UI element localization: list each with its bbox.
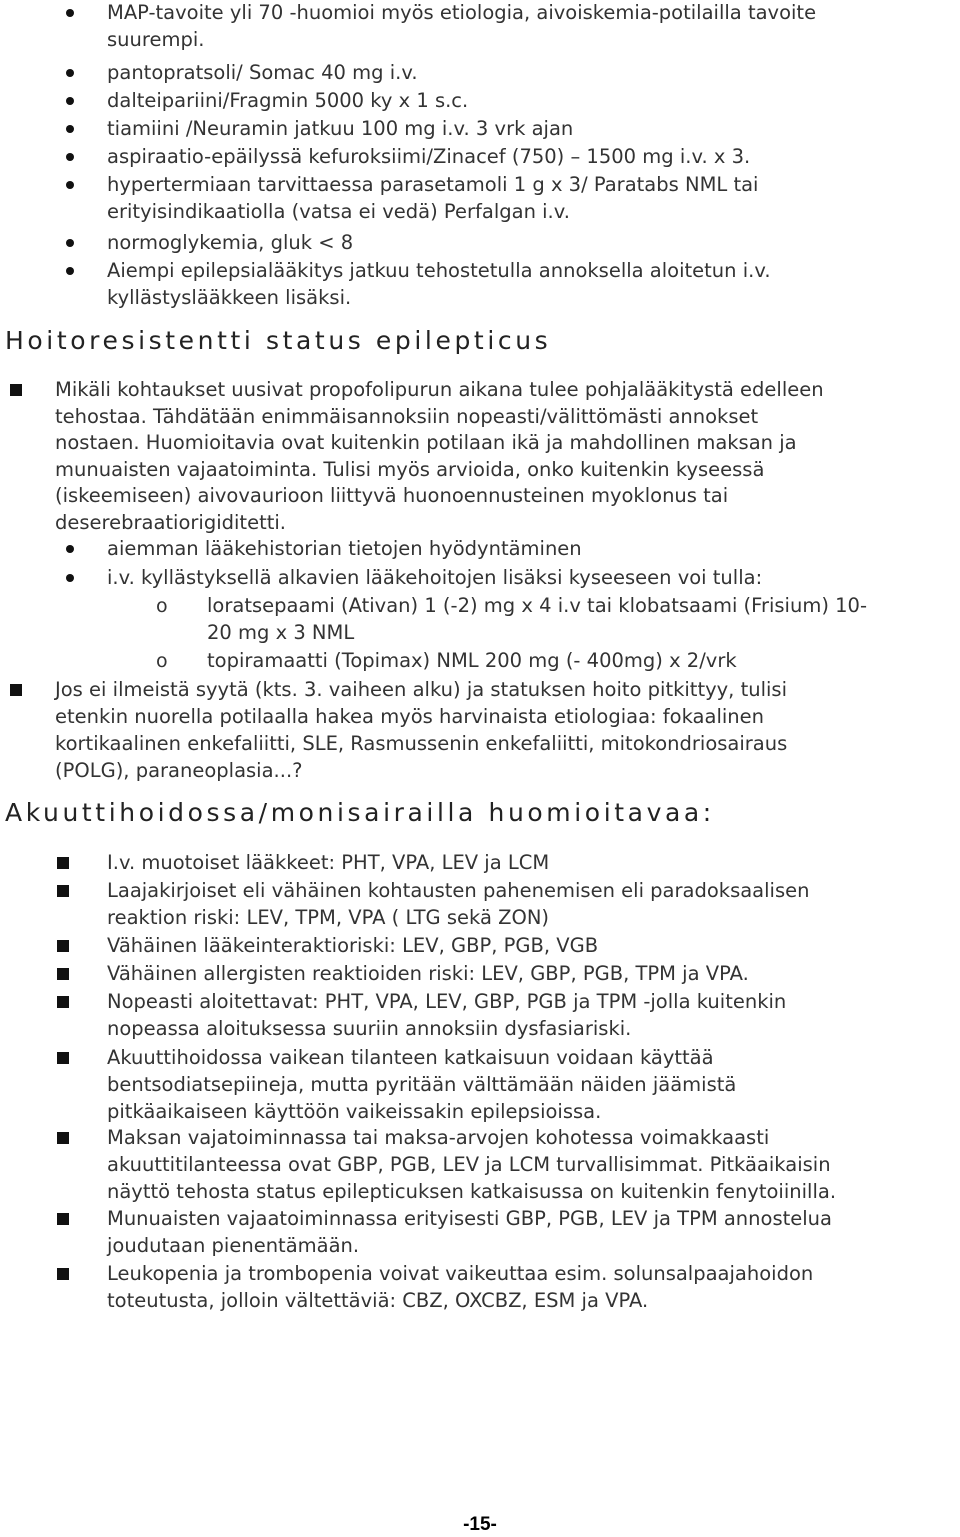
bullet-square-icon <box>57 1052 69 1064</box>
bullet-dot-icon <box>66 267 74 275</box>
bullet-dot-icon <box>66 181 74 189</box>
list1-item-text: aspiraatio-epäilyssä kefuroksiimi/Zinacef (750) – 1500 mg i.v. x 3. <box>107 145 751 168</box>
sub-bullet-marker: o <box>156 650 168 672</box>
paragraph-line: deserebraatiorigiditetti. <box>55 510 286 534</box>
bullet-dot-icon <box>66 9 74 17</box>
bullet-square-icon <box>10 384 22 396</box>
bullet-square-icon <box>57 1213 69 1225</box>
section-heading: Akuuttihoidossa/monisairailla huomioitavaa: <box>5 798 715 827</box>
list1-item-text: tiamiini /Neuramin jatkuu 100 mg i.v. 3 vrk ajan <box>107 117 574 140</box>
list1-item-text: kyllästyslääkkeen lisäksi. <box>107 286 352 309</box>
bullet-square-icon <box>57 1132 69 1144</box>
bullet-square-icon <box>57 857 69 869</box>
paragraph-line: nostaen. Huomioitavia ovat kuitenkin potilaan ikä ja mahdollinen maksan ja <box>55 431 797 454</box>
list1-item-text: suurempi. <box>107 28 205 51</box>
list3-item-text: akuuttitilanteessa ovat GBP, PGB, LEV ja LCM turvallisimmat. Pitkäaikaisin <box>107 1153 831 1176</box>
bullet-dot-icon <box>66 69 74 77</box>
list1-item-text: normoglykemia, gluk < 8 <box>107 231 354 254</box>
list3-item-text: pitkäaikaiseen käyttöön vaikeissakin epilepsioissa. <box>107 1100 602 1123</box>
bullet-square-icon <box>57 996 69 1008</box>
list3-item-text: Leukopenia ja trombopenia voivat vaikeuttaa esim. solunsalpaajahoidon <box>107 1262 814 1285</box>
list3-item-text: bentsodiatsepiineja, mutta pyritään välttämään näiden jäämistä <box>107 1073 737 1096</box>
sub-item-text: 20 mg x 3 NML <box>207 621 355 644</box>
list3-item-text: joudutaan pienentämään. <box>107 1234 360 1257</box>
paragraph-line: munuaisten vajaatoiminta. Tulisi myös arvioida, onko kuitenkin kyseessä <box>55 457 765 481</box>
bullet-square-icon <box>57 885 69 897</box>
list1-item-text: hypertermiaan tarvittaessa parasetamoli 1 g x 3/ Paratabs NML tai <box>107 173 759 196</box>
sub-item-text: loratsepaami (Ativan) 1 (-2) mg x 4 i.v tai klobatsaami (Frisium) 10- <box>207 594 867 617</box>
paragraph-line: Mikäli kohtaukset uusivat propofolipurun aikana tulee pohjalääkitystä edelleen <box>55 378 824 401</box>
page-number: -15- <box>463 1514 497 1535</box>
paragraph-line: etenkin nuorella potilaalla hakea myös harvinaista etiologiaa: fokaalinen <box>55 705 764 728</box>
bullet-square-icon <box>57 968 69 980</box>
paragraph-line: kortikaalinen enkefaliitti, SLE, Rasmussenin enkefaliitti, mitokondriosairaus <box>55 732 788 755</box>
paragraph-line: tehostaa. Tähdätään enimmäisannoksiin nopeasti/välittömästi annokset <box>55 404 759 428</box>
bullet-dot-icon <box>66 545 74 553</box>
sub-item-text: topiramaatti (Topimax) NML 200 mg (- 400mg) x 2/vrk <box>207 649 737 672</box>
bullet-square-icon <box>10 684 22 696</box>
bullet-dot-icon <box>66 239 74 247</box>
section-heading: Hoitoresistentti status epilepticus <box>5 326 552 355</box>
list3-item-text: Munuaisten vajaatoiminnassa erityisesti GBP, PGB, LEV ja TPM annostelua <box>107 1207 832 1230</box>
bullet-dot-icon <box>66 153 74 161</box>
bullet-square-icon <box>57 1268 69 1280</box>
bullet-item-text: i.v. kyllästyksellä alkavien lääkehoitojen lisäksi kyseeseen voi tulla: <box>107 566 763 589</box>
bullet-dot-icon <box>66 97 74 105</box>
paragraph-line: (POLG), paraneoplasia...? <box>55 759 303 782</box>
paragraph-line: Jos ei ilmeistä syytä (kts. 3. vaiheen alku) ja statuksen hoito pitkittyy, tulisi <box>55 678 787 701</box>
list1-item-text: dalteipariini/Fragmin 5000 ky x 1 s.c. <box>107 89 469 112</box>
list1-item-text: erityisindikaatiolla (vatsa ei vedä) Perfalgan i.v. <box>107 200 570 223</box>
bullet-square-icon <box>57 940 69 952</box>
list3-item-text: Vähäinen lääkeinteraktioriski: LEV, GBP, PGB, VGB <box>107 934 599 957</box>
list1-item-text: MAP-tavoite yli 70 -huomioi myös etiologia, aivoiskemia-potilailla tavoite <box>107 1 817 24</box>
list3-item-text: näyttö tehosta status epilepticuksen katkaisussa on kuitenkin fenytoiinilla. <box>107 1180 837 1203</box>
list3-item-text: Vähäinen allergisten reaktioiden riski: LEV, GBP, PGB, TPM ja VPA. <box>107 962 749 985</box>
list1-item-text: Aiempi epilepsialääkitys jatkuu tehostetulla annoksella aloitetun i.v. <box>107 259 771 282</box>
list3-item-text: Laajakirjoiset eli vähäinen kohtausten pahenemisen eli paradoksaalisen <box>107 879 810 902</box>
bullet-item-text: aiemman lääkehistorian tietojen hyödyntäminen <box>107 537 582 560</box>
bullet-dot-icon <box>66 125 74 133</box>
paragraph-line: (iskeemiseen) aivovaurioon liittyvä huonoennusteinen myoklonus tai <box>55 484 729 507</box>
list3-item-text: reaktion riski: LEV, TPM, VPA ( LTG sekä ZON) <box>107 906 550 929</box>
list1-item-text: pantopratsoli/ Somac 40 mg i.v. <box>107 61 418 84</box>
bullet-dot-icon <box>66 574 74 582</box>
list3-item-text: toteutusta, jolloin vältettäviä: CBZ, OXCBZ, ESM ja VPA. <box>107 1289 649 1312</box>
list3-item-text: Nopeasti aloitettavat: PHT, VPA, LEV, GBP, PGB ja TPM -jolla kuitenkin <box>107 990 787 1013</box>
list3-item-text: nopeassa aloituksessa suuriin annoksiin dysfasiariski. <box>107 1017 632 1040</box>
list3-item-text: Akuuttihoidossa vaikean tilanteen katkaisuun voidaan käyttää <box>107 1046 714 1069</box>
sub-bullet-marker: o <box>156 595 168 617</box>
list3-item-text: I.v. muotoiset lääkkeet: PHT, VPA, LEV ja LCM <box>107 851 550 874</box>
list3-item-text: Maksan vajatoiminnassa tai maksa-arvojen kohotessa voimakkaasti <box>107 1126 770 1149</box>
